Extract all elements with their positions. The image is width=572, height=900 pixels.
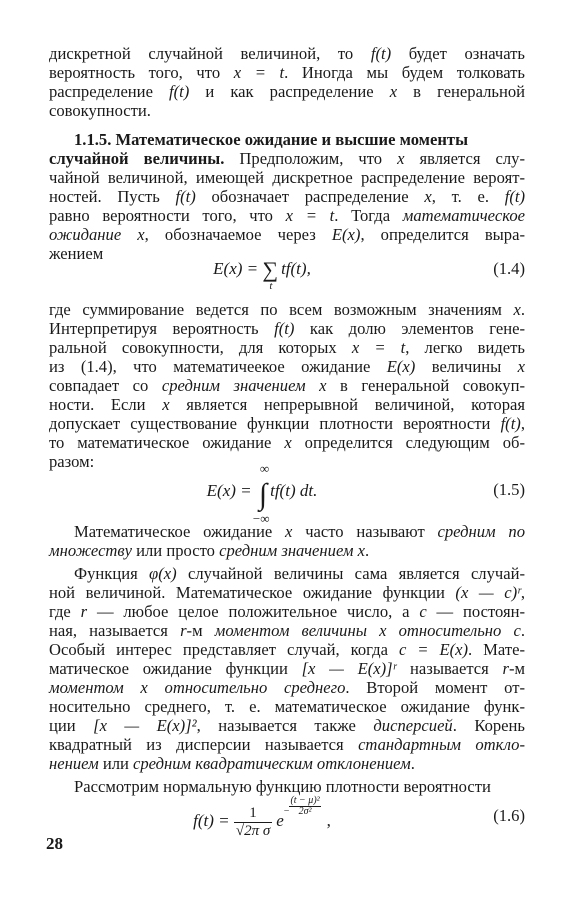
text-line [49,640,525,659]
text-run: где [49,602,81,621]
text-run: равно вероятности того, что [49,206,286,225]
text-run: математическое [402,206,525,225]
text-run: f(t) [370,44,392,63]
text-line [49,522,525,541]
text-run: Предположим, что [224,149,398,168]
text-line [49,149,525,168]
text-line [49,697,525,716]
eq16-exp-denominator: 2σ² [298,806,312,817]
text-line [49,187,525,206]
text-run: стандартным откло- [358,735,525,754]
text-run: . Мате- [468,640,525,659]
text-run: нением [49,754,99,773]
text-run: φ(x) [149,564,177,583]
text-run: или просто [132,541,220,560]
text-run: . [520,300,525,319]
text-run: ожидание x [49,225,145,244]
text-run: квадратный из дисперсии называется [49,735,359,754]
text-run: Рассмотрим нормальную функцию плотности вероятности [74,777,491,796]
text-run: будет означать [391,44,526,63]
text-run: . [520,621,525,640]
text-run: . [365,541,370,560]
text-run: определится следующим об- [291,433,525,452]
text-line [49,338,525,357]
text-line [49,357,525,376]
text-run: в генеральной [397,82,525,101]
text-line [49,414,525,433]
text-line [49,659,525,678]
text-run: , называется также [196,716,374,735]
eq16-exp-numerator: (t − μ)² [290,795,320,806]
text-run: . Тогда [334,206,403,225]
text-line [49,602,525,621]
eq15-lhs: E(x) = [206,481,256,500]
text-run: в генеральной совокуп- [326,376,525,395]
text-run: x [397,149,405,168]
text-line [49,225,525,244]
text-line [49,319,525,338]
text-run: ральной совокупности, для которых [49,338,352,357]
text-run: ции [49,716,94,735]
eq16-base: e [276,811,284,830]
text-run: средним квадратическим отклонением [133,754,411,773]
page-number: 28 [46,834,63,853]
text-line [49,300,525,319]
equation-1-6 [49,796,525,840]
eq14-number: (1.4) [493,259,525,278]
text-run: является непрерывной величиной, которая [169,395,525,414]
text-run: 1.1.5. Математическое ожидание и высшие моменты [74,130,469,149]
text-run: ная, называется [49,621,181,640]
sum-symbol: ∑ t [262,257,279,292]
text-run: совпадает со [49,376,162,395]
text-run: средним по [437,522,525,541]
text-run: ности. Если [49,395,163,414]
text-run: f(t) [175,187,196,206]
text-run: совокупности. [49,101,151,120]
text-run: r [80,602,88,621]
eq16-frac-numerator: 1 [234,805,272,823]
text-line [49,395,525,414]
text-run: . Иногда мы будем толковать [284,63,525,82]
text-run: -м [186,621,215,640]
text-run: x [285,522,293,541]
text-run: — постоян- [426,602,526,621]
text-run: величины [415,357,518,376]
text-run: f(t) [504,187,525,206]
text-run: x [424,187,432,206]
integral-symbol: ∫ ∞ −∞ [252,461,270,526]
text-line [49,564,525,583]
text-run: x = t [233,63,285,82]
text-run: Функция [74,564,150,583]
text-line [49,44,525,63]
text-run: -м [508,659,525,678]
eq15-number: (1.5) [493,480,525,499]
text-run: Математическое ожидание [74,522,286,541]
text-run: x [162,395,170,414]
text-run: из (1.4), что математичеекое ожидание [49,357,387,376]
text-run: x = t [351,338,406,357]
text-run: ной величиной. Математическое ожидание функции [49,583,456,602]
text-run: f(t) [274,319,295,338]
text-run: жением [49,244,104,263]
text-line [49,716,525,735]
text-run: — любое целое положительное число, а [87,602,420,621]
text-run: c = E(x) [398,640,469,659]
text-run: и как распределение [189,82,390,101]
text-run: средним значением x [219,541,366,560]
text-run: где суммирование ведется по всем возможным значениям [49,300,514,319]
text-run: случайной величины. [49,149,225,168]
eq16-exponent [289,796,320,817]
text-run: матическое ожидание функции [49,659,302,678]
text-line [49,678,525,697]
text-line [49,754,525,773]
text-run: моментом x относительно среднего [49,678,346,697]
text-run: , легко видеть [405,338,525,357]
text-line [49,168,525,187]
text-run: [x — E(x)]² [93,716,197,735]
text-line [49,63,525,82]
text-run: . Корень [452,716,525,735]
text-line [49,541,525,560]
text-run: является слу- [404,149,525,168]
text-run: [x — E(x)]ʳ [301,659,397,678]
text-run: ностей. Пусть [49,187,176,206]
text-run: r [502,659,509,678]
text-run: c [419,602,427,621]
text-line [49,130,525,149]
text-run: обозначает распределение [195,187,425,206]
text-run: . [410,754,415,773]
text-run: x [284,433,292,452]
eq16-fraction [234,805,272,840]
text-line [49,583,525,602]
text-run: то математическое ожидание [49,433,285,452]
text-run: множеству [49,541,132,560]
text-run: распределение [49,82,170,101]
text-run: случайной величины сама является случай- [176,564,525,583]
text-line [49,82,525,101]
eq16-lhs: f(t) = [193,811,234,830]
eq16-tail: , [326,811,331,830]
text-run: x [389,82,398,101]
text-line [49,621,525,640]
integral-upper-limit: ∞ [259,461,270,476]
text-line [49,735,525,754]
text-run: дисперсией [373,716,453,735]
text-run: , определится выра- [360,225,525,244]
text-run: как долю элементов гене- [294,319,525,338]
text-line [49,101,525,120]
text-run: часто называют [292,522,438,541]
text-run: E(x) [331,225,361,244]
eq14-lhs: E(x) = [213,259,263,278]
text-run: дискретной случайной величиной, то [49,44,371,63]
text-run: чайной величиной, имеющей дискретное распределение вероят- [49,168,525,187]
text-run: r [180,621,187,640]
text-run: x = t [285,206,335,225]
text-run: или [98,754,134,773]
text-line [49,433,525,452]
text-run: f(t) [169,82,190,101]
text-line [49,452,525,471]
text-run: , обозначаемое через [144,225,332,244]
text-run: Интерпретируя вероятность [49,319,275,338]
text-run: вероятность того, что [49,63,234,82]
text-run: , т. е. [431,187,505,206]
text-run: E(x) [386,357,416,376]
text-run: , [520,414,525,433]
text-run: x [517,357,525,376]
text-run: . Второй момент от- [345,678,525,697]
sum-index: t [269,280,273,292]
text-run: , [520,583,525,602]
text-line [49,777,525,796]
text-run: допускает существование функции плотности вероятности [49,414,501,433]
text-run: называется [396,659,503,678]
text-run: Особый интерес представляет случай, когда [49,640,399,659]
text-run: x [513,300,521,319]
eq15-rhs: tf(t) dt. [270,481,318,500]
integral-lower-limit: −∞ [252,511,270,526]
text-run: моментом величины x относительно c [214,621,521,640]
text-line [49,376,525,395]
text-run: (x — c)ʳ [455,583,521,602]
eq16-exp-sign: − [283,806,290,817]
text-run: средним значением x [161,376,327,395]
equation-1-4 [49,259,525,299]
text-line [49,206,525,225]
text-run: f(t) [500,414,521,433]
eq14-rhs: tf(t), [281,259,311,278]
text-run: носительно среднего, т. е. математическое ожидание функ- [49,697,525,716]
eq16-frac-denominator: √2π σ [235,822,271,839]
text-run: разом: [49,452,95,471]
eq16-number: (1.6) [493,806,525,825]
